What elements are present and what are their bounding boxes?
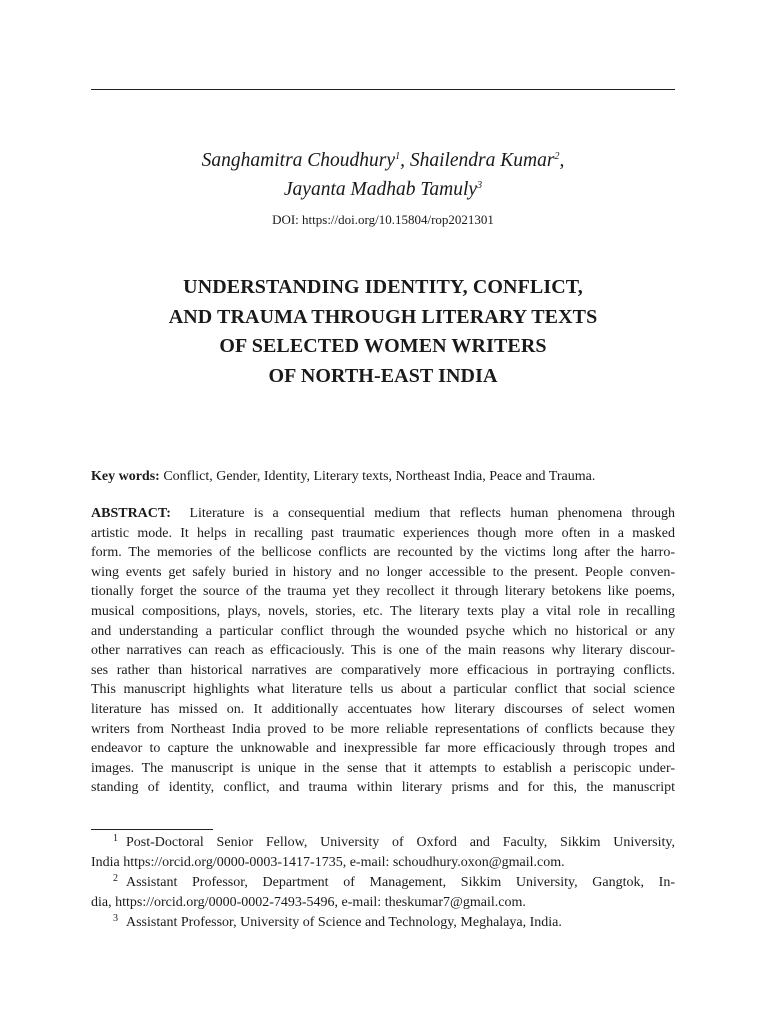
- footnotes-section: [91, 833, 675, 933]
- abstract-line: endeavor to capture the unknowable and inexpressible far more efficaciously through tropes and: [91, 741, 675, 757]
- abstract-line: writers from Northeast India proved to be more reliable representations of conflicts because they: [91, 721, 675, 737]
- abstract-section: [91, 504, 675, 798]
- abstract-line: and understanding a particular conflict through the wounded psyche which no historical or any: [91, 623, 675, 639]
- doi-link[interactable]: DOI: https://doi.org/10.15804/rop2021301: [272, 212, 494, 227]
- author-list: [91, 146, 675, 204]
- abstract-line: musical compositions, plays, novels, stories, etc. The literary texts play a vital role in recalling: [91, 603, 675, 619]
- author-name: Jayanta Madhab Tamuly: [283, 179, 478, 200]
- abstract-text: Literature is a consequential medium that reflects human phenomena through: [189, 506, 676, 521]
- author-separator: ,: [400, 150, 410, 171]
- abstract-line: [91, 504, 675, 524]
- abstract-line: literature has missed on. It additionally accentuates how literary discourses of select women: [91, 701, 675, 717]
- header-rule: [91, 89, 675, 90]
- footnote-text: Assistant Professor, Department of Management, Sikkim University, Gangtok, In-: [126, 875, 675, 890]
- footnote-2-line: dia, https://orcid.org/0000-0002-7493-5496, e-mail: theskumar7@gmail.com.: [91, 895, 526, 910]
- keywords-label: Key words:: [91, 469, 160, 484]
- paper-title: [91, 273, 675, 391]
- author-line-2: [91, 175, 675, 204]
- title-line: AND TRAUMA THROUGH LITERARY TEXTS: [168, 305, 598, 328]
- author-line-1: [91, 146, 675, 175]
- footnote-text: Assistant Professor, University of Science and Technology, Meghalaya, India.: [126, 915, 562, 930]
- author-name: Shailendra Kumar: [409, 150, 555, 171]
- footnote-number: 3: [113, 913, 118, 924]
- footnote-1-line: India https://orcid.org/0000-0003-1417-1735, e-mail: schoudhury.oxon@gmail.com.: [91, 855, 565, 870]
- footnote-rule: [91, 829, 213, 830]
- author-name: Sanghamitra Choudhury: [201, 150, 396, 171]
- author-affiliation-marker: 3: [477, 180, 483, 191]
- title-line: OF NORTH-EAST INDIA: [268, 364, 498, 387]
- abstract-line: tionally forget the source of the trauma yet they recollect it through literary betokens like poems,: [91, 584, 675, 600]
- abstract-line: other narratives can reach as efficaciously. This is one of the main reasons why literary discour-: [91, 643, 675, 659]
- author-affiliation-marker: 2: [554, 151, 560, 162]
- author-affiliation-marker: 1: [395, 151, 401, 162]
- title-line: UNDERSTANDING IDENTITY, CONFLICT,: [183, 276, 583, 298]
- footnote-3-line: [91, 913, 675, 933]
- abstract-line: artistic mode. It helps in recalling past traumatic experiences though more often in a masked: [91, 525, 675, 541]
- author-separator: ,: [559, 150, 565, 171]
- footnote-2-line: [91, 873, 675, 893]
- footnote-number: 2: [113, 873, 118, 884]
- keywords-section: [91, 467, 675, 487]
- abstract-line: images. The manuscript is unique in the sense that it attempts to establish a periscopic under-: [91, 760, 675, 776]
- abstract-line: form. The memories of the bellicose conflicts are recounted by the victims long after the harro-: [91, 545, 675, 561]
- abstract-line: standing of identity, conflict, and trauma within literary prisms and for this, the manuscript: [91, 780, 675, 796]
- keywords-text: Conflict, Gender, Identity, Literary texts, Northeast India, Peace and Trauma.: [163, 469, 596, 484]
- abstract-line: This manuscript highlights what literature tells us about a particular conflict that social science: [91, 682, 675, 698]
- abstract-line: wing events get safely buried in history and no longer accessible to the present. People conven-: [91, 564, 675, 580]
- abstract-line: ses rather than historical narratives are comparatively more efficacious in portraying conflicts.: [91, 662, 675, 678]
- footnote-1-line: [91, 833, 675, 853]
- abstract-label: ABSTRACT:: [91, 506, 171, 521]
- footnote-text: Post-Doctoral Senior Fellow, University of Oxford and Faculty, Sikkim University,: [126, 835, 675, 850]
- title-line: OF SELECTED WOMEN WRITERS: [219, 335, 547, 357]
- footnote-number: 1: [113, 833, 118, 844]
